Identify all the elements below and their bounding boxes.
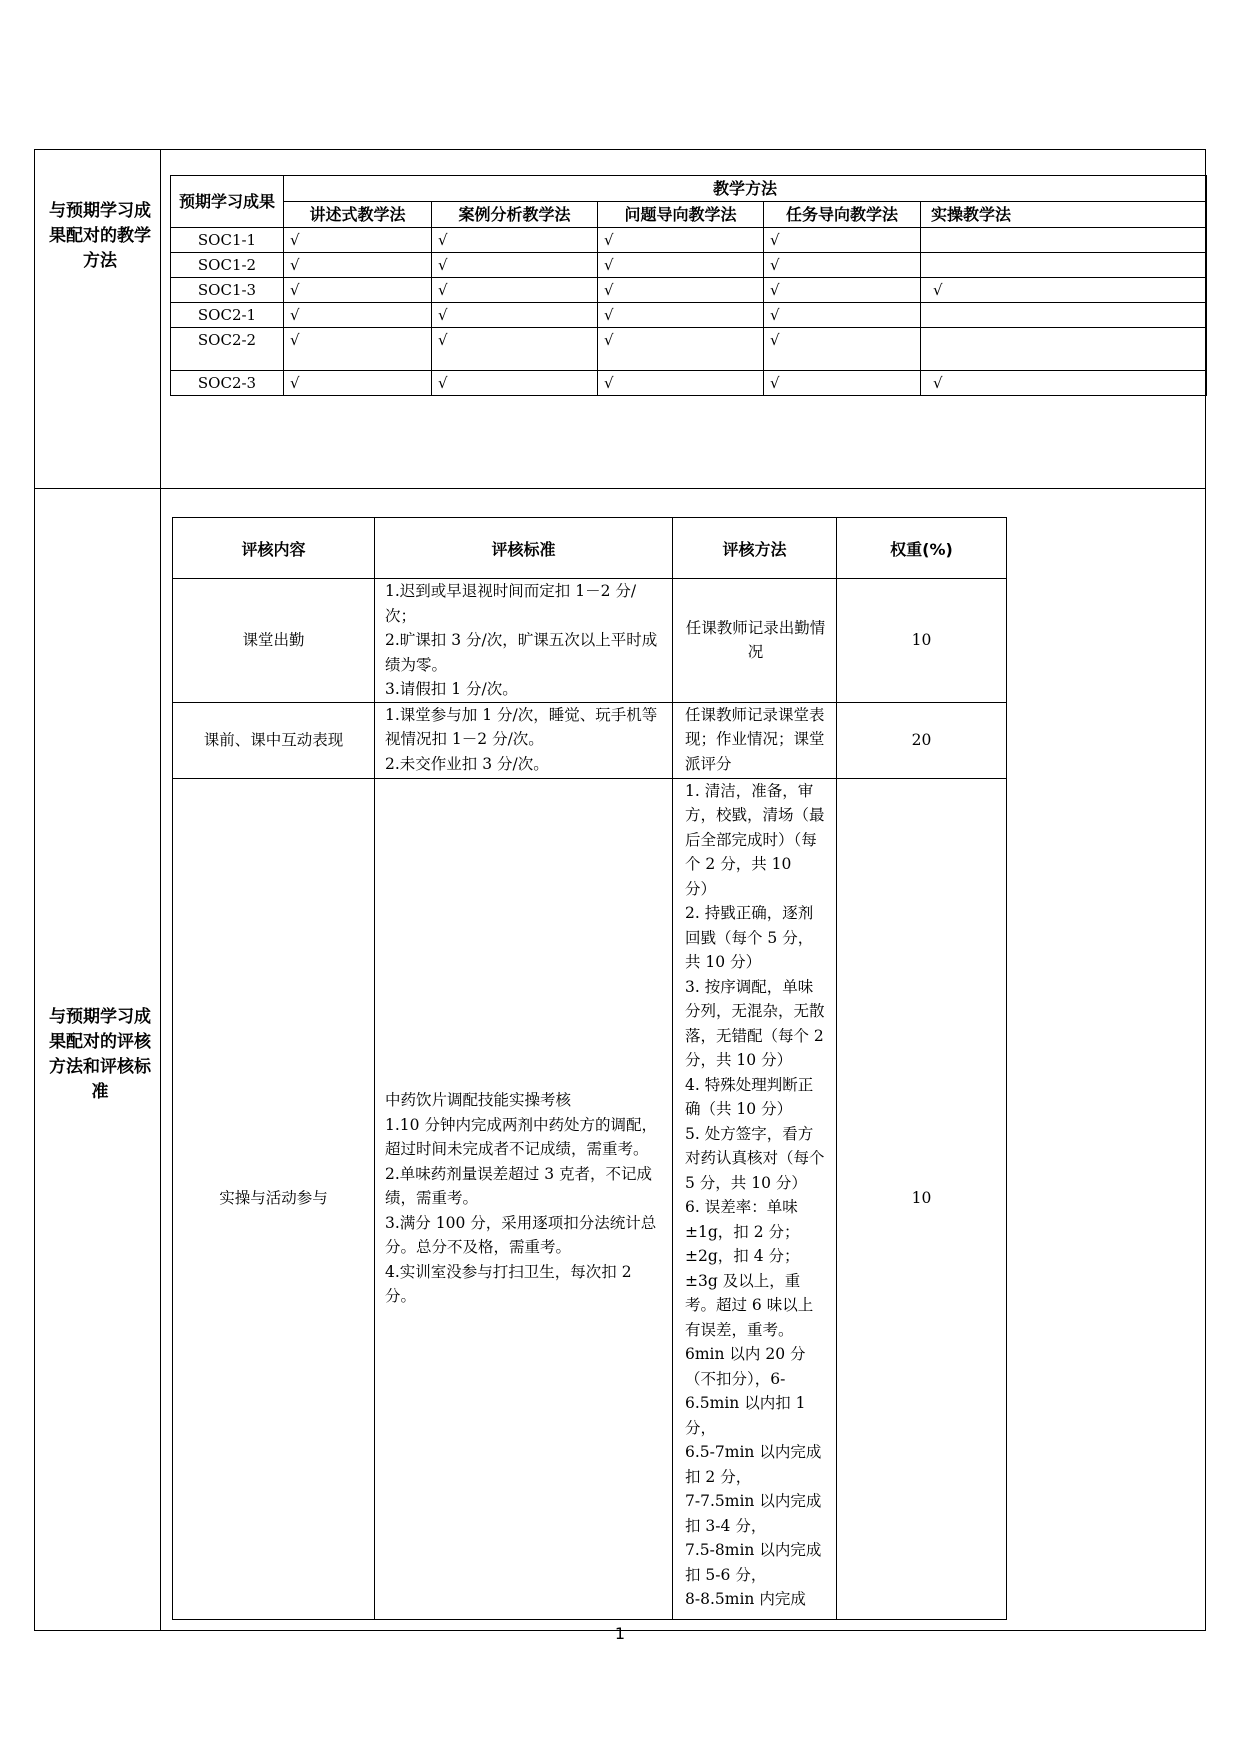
page-number: 1 — [614, 1624, 626, 1643]
outcome-code: SOC2-3 — [171, 371, 284, 396]
assessment-method: 任课教师记录课堂表现；作业情况；课堂派评分 — [673, 702, 837, 778]
assessment-method: 1. 清洁，准备，审方，校戥，清场（最后全部完成时）（每个 2 分，共 10 分） 2. 持戥正确，逐剂回戥（每个 5 分，共 10 分） 3. 按序调配，单味分列，无混杂，无散落，无错配（每个 2 分，共 10 分） 4. 特殊处理判断正确（共 10 分） 5. 处方签字，看方对药认真核对（每个 5 分，共 10 分） 6. 误差率：单味±1g，扣 2 分；±2g，扣 4 分；±3g 及以上，重考。超过 6 味以上有误差，重考。6min 以内 20 分（不扣分），6-6.5min 以内扣 1 分， 6.5-7min 以内完成扣 2 分， 7-7.5min 以内完成扣 3-4 分， 7.5-8min 以内完成扣 5-6 分， 8-8.5min 内完成 — [673, 778, 837, 1619]
check-mark: √ — [432, 253, 598, 278]
method-header: 问题导向教学法 — [598, 202, 764, 228]
label-column-divider — [160, 149, 161, 1631]
table-row — [171, 278, 1207, 303]
table-row — [171, 328, 1207, 371]
teaching-methods-table — [170, 175, 1207, 396]
outcome-header: 预期学习成果 — [171, 176, 284, 228]
table-row — [171, 371, 1207, 396]
assessment-content: 课堂出勤 — [173, 579, 375, 703]
check-mark: √ — [598, 278, 764, 303]
check-mark: √ — [432, 278, 598, 303]
assessment-table — [172, 517, 1007, 1620]
assessment-header: 评核内容 — [173, 518, 375, 579]
check-mark: √ — [432, 303, 598, 328]
check-mark: √ — [284, 228, 432, 253]
outcome-code: SOC2-2 — [171, 328, 284, 371]
methods-section-label: 与预期学习成果配对的教学方法 — [49, 201, 151, 271]
method-header: 任务导向教学法 — [764, 202, 921, 228]
check-mark: √ — [598, 228, 764, 253]
check-mark — [921, 253, 1207, 278]
check-mark: √ — [432, 328, 598, 371]
method-header: 讲述式教学法 — [284, 202, 432, 228]
check-mark: √ — [432, 228, 598, 253]
check-mark: √ — [598, 253, 764, 278]
section-divider — [34, 488, 1206, 489]
check-mark — [921, 328, 1207, 371]
check-mark: √ — [764, 278, 921, 303]
table-row — [171, 228, 1207, 253]
assessment-content: 课前、课中互动表现 — [173, 702, 375, 778]
assessment-weight: 10 — [837, 579, 1007, 703]
assessment-content: 实操与活动参与 — [173, 778, 375, 1619]
check-mark: √ — [432, 371, 598, 396]
assessment-method: 任课教师记录出勤情况 — [673, 579, 837, 703]
assessment-weight: 20 — [837, 702, 1007, 778]
assessment-weight: 10 — [837, 778, 1007, 1619]
table-row — [171, 303, 1207, 328]
check-mark: √ — [284, 278, 432, 303]
table-row — [171, 253, 1207, 278]
table-row — [173, 702, 1007, 778]
assessment-standard: 1.迟到或早退视时间而定扣 1－2 分/次； 2.旷课扣 3 分/次，旷课五次以上平时成绩为零。 3.请假扣 1 分/次。 — [375, 579, 673, 703]
assessment-header: 权重(%) — [837, 518, 1007, 579]
assessment-section-label: 与预期学习成果配对的评核方法和评核标准 — [49, 1007, 151, 1102]
check-mark: √ — [284, 303, 432, 328]
check-mark: √ — [764, 371, 921, 396]
check-mark: √ — [284, 371, 432, 396]
methods-group-header: 教学方法 — [284, 176, 1207, 202]
table-row — [173, 579, 1007, 703]
outcome-code: SOC2-1 — [171, 303, 284, 328]
check-mark: √ — [764, 328, 921, 371]
check-mark — [921, 228, 1207, 253]
check-mark: √ — [764, 228, 921, 253]
check-mark — [921, 303, 1207, 328]
assessment-standard: 中药饮片调配技能实操考核 1.10 分钟内完成两剂中药处方的调配，超过时间未完成者不记成绩，需重考。 2.单味药剂量误差超过 3 克者，不记成绩，需重考。 3.满分 100 分，采用逐项扣分法统计总分。总分不及格，需重考。 4.实训室没参与打扫卫生，每次扣 2 分。 — [375, 778, 673, 1619]
check-mark: √ — [598, 371, 764, 396]
check-mark: √ — [921, 371, 1207, 396]
outcome-code: SOC1-2 — [171, 253, 284, 278]
check-mark: √ — [921, 278, 1207, 303]
check-mark: √ — [598, 328, 764, 371]
method-header: 案例分析教学法 — [432, 202, 598, 228]
outcome-code: SOC1-3 — [171, 278, 284, 303]
assessment-header: 评核标准 — [375, 518, 673, 579]
table-row — [173, 778, 1007, 1619]
check-mark: √ — [284, 328, 432, 371]
check-mark: √ — [764, 303, 921, 328]
check-mark: √ — [598, 303, 764, 328]
outcome-code: SOC1-1 — [171, 228, 284, 253]
check-mark: √ — [284, 253, 432, 278]
assessment-standard: 1.课堂参与加 1 分/次，睡觉、玩手机等视情况扣 1－2 分/次。 2.未交作业扣 3 分/次。 — [375, 702, 673, 778]
method-header: 实操教学法 — [921, 202, 1207, 228]
assessment-header: 评核方法 — [673, 518, 837, 579]
check-mark: √ — [764, 253, 921, 278]
